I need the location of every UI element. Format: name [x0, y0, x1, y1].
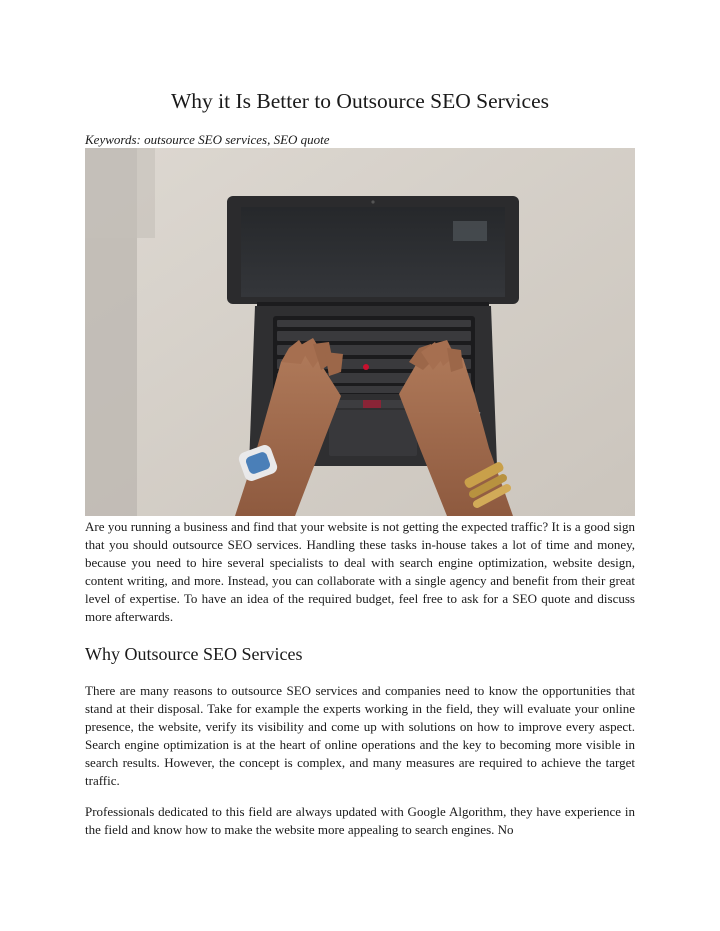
laptop-typing-photo: [85, 148, 635, 516]
trackpoint: [363, 364, 369, 370]
section-heading: Why Outsource SEO Services: [85, 644, 303, 664]
keywords-line: Keywords: outsource SEO services, SEO quote: [85, 132, 330, 147]
intro-paragraph: Are you running a business and find that your website is not getting the expected traffic? It is a good sign that you should outsource SEO services. Handling these tasks in-house takes a lot of time and money, because you need to hire several specialists to deal with search engine optimization, website design, content writing, and more. Instead, you can collaborate with a single agency and benefit from their great level of expertise. To have an idea of the required budget, feel free to ask for a SEO quote and discuss more afterwards.: [85, 519, 635, 625]
body-paragraph-1: There are many reasons to outsource SEO services and companies need to know the opportunities that stand at their disposal. Take for example the experts working in the field, they will evaluate your online presence, the website, verify its visibility and come up with solutions on how to improve every aspect. Search engine optimization is at the heart of online operations and the key to becoming more visible in search results. However, the concept is complex, and many measures are required to achieve the target traffic.: [85, 683, 635, 789]
page-title: Why it Is Better to Outsource SEO Services: [171, 89, 549, 113]
body-paragraph-2: Professionals dedicated to this field are always updated with Google Algorithm, they have experience in the field and know how to make the website more appealing to search engines. No: [85, 804, 635, 838]
